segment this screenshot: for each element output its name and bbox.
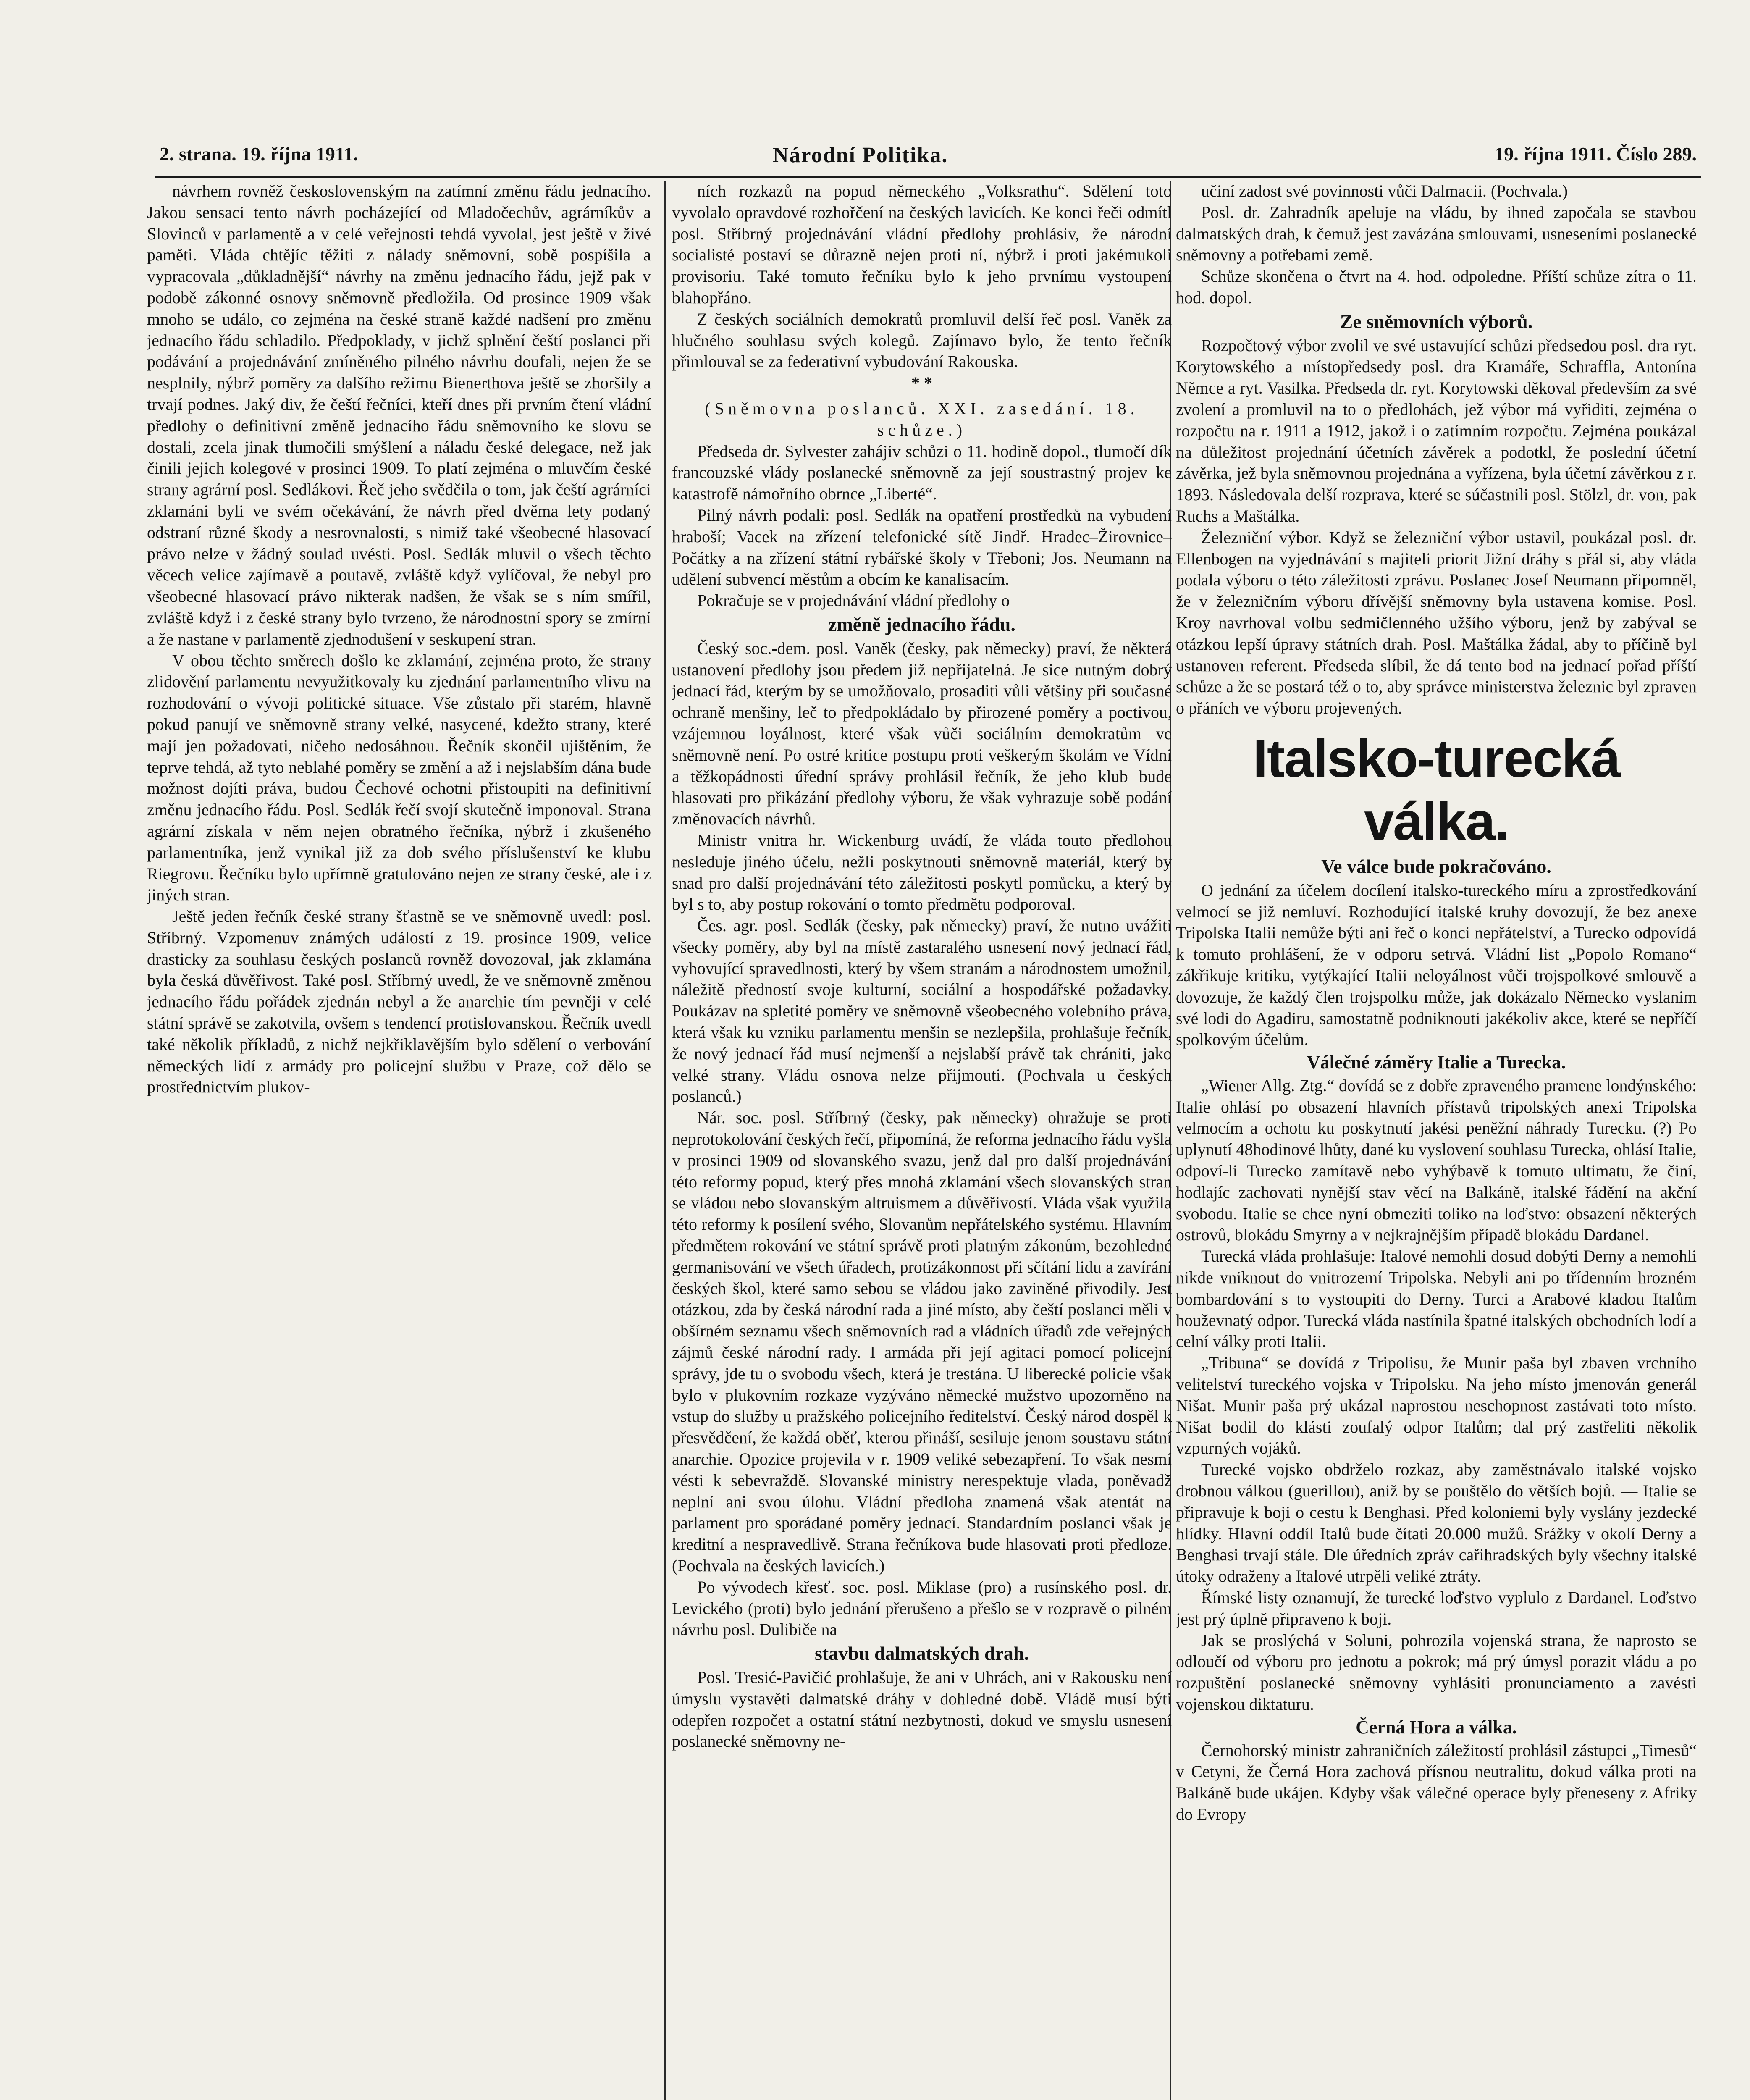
section-heading: stavbu dalmatských drah. <box>815 1643 1029 1664</box>
article-paragraph: O jednání za účelem docílení italsko-tureckého míru a zprostředkování velmocí se již nemluví. Rozhodující italské kruhy dovozují, že bez anexe Tripolska Italii nemůže býti ani řeč o konci nepřátelství, a Turecko odpovídá k tomuto prohlášení, že v odporu setrvá. Vládní list „Popolo Romano“ zákřikuje kritiku, vytýkající Italii neloyálnost vůči trojspolkové smlouvě a dovozuje, že každý člen trojspolku může, jak dokázalo Německo vyslanim své lodi do Agadiru, samostatně podniknouti jakékoliv akce, které se nepříčí spolkovým účelům. <box>1176 880 1697 1049</box>
page-header <box>160 139 1697 176</box>
article-paragraph: „Wiener Allg. Ztg.“ dovídá se z dobře zpraveného pramene londýnského: Italie ohlásí po obsazení hlavních přístavů tripolských anexi Tripolska velmocím a ochotu ku poskytnutí jakési peněžní náhrady Turecku. (?) Po uplynutí 48hodinové lhůty, dané ku vyslovení souhlasu Turecka, ohlásí Italie, odpoví-li Turecko zamítavě nebo vyhýbavě k tomuto ultimatu, že činí, hodlajíc zachovati nynější stav věcí na Balkáně, italské řádění na akční svobodu. Italie se chce nyní obmeziti toliko na loďstvo: obsazení některých ostrovů, blokádu Smyrny a v nejkrajnějším případě blokádu Dardanel. <box>1176 1076 1697 1244</box>
column-divider <box>664 181 666 2100</box>
section-heading: změně jednacího řádu. <box>828 613 1015 635</box>
article-paragraph: Předseda dr. Sylvester zahájiv schůzi o 11. hodině dopol., tlumočí dík francouzské vlády poslanecké sněmovně za její soustrastný projev ke katastrofě námořního obrnce „Liberté“. <box>672 441 1172 504</box>
article-paragraph: Římské listy oznamují, že turecké loďstvo vyplulo z Dardanel. Loďstvo jest prý úplně připraveno k boji. <box>1176 1588 1697 1628</box>
main-headline: Italsko-turecká válka. <box>1253 728 1620 852</box>
article-paragraph: Čes. agr. posl. Sedlák (česky, pak německy) praví, že nutno uvážiti všecky poměry, aby byl na místě zastaralého usnesení nový jednací řád, vyhovující spravedlnosti, který by všem stranám a národnostem umožnil, náležitě předností svoje kulturní, sociální a hospodářské požadavky. Poukázav na spletité poměry ve sněmovně všeobecného volebního práva, která však ku vzniku parlamentu menšin se nezlepšila, prohlašuje řečník, že nový jednací řád musí nejmenší a nejslabší právě tak chrániti, jako velké strany. Vládu osnova nelze přijmouti. (Pochvala u českých poslanců.) <box>672 916 1172 1106</box>
sub-headline: Ve válce bude pokračováno. <box>1321 855 1551 877</box>
article-paragraph: „Tribuna“ se dovídá z Tripolisu, že Munir paša byl zbaven vrchního velitelství tureckého vojska v Tripolsku. Na jeho místo jmenován generál Nišat. Munir paša prý ukázal naprostou neschopnost zastávati toto místo. Nišat bodil do klásti zoufalý odpor Italům; dal prý zastřeliti několik vzpurných vojáků. <box>1176 1353 1697 1458</box>
article-paragraph: Posl. dr. Zahradník apeluje na vládu, by ihned započala se stavbou dalmatských drah, k čemuž jest zavázána smlouvami, usneseními poslanecké sněmovny a potřebami země. <box>1176 202 1697 265</box>
article-paragraph: Ještě jeden řečník české strany šťastně se ve sněmovně uvedl: posl. Stříbrný. Vzpomenuv známých událostí z 19. prosince 1909, velice drasticky za souhlasu českých poslanců rovněž dovozoval, jak zklamána byla česká důvěřivost. Také posl. Stříbrný uvedl, že ve sněmovně změnou jednacího řádu pořádek zjednán nebyl a že anarchie tím pevněji v celé státní správě se zakotvila, ovšem s tendencí protislovanskou. Řečník uvedl také několik příkladů, z nichž nejkřiklavějším bylo sdělení o verbování německých lidí z armády pro policejní službu v Praze, což dělo se prostřednictvím plukov- <box>147 907 651 1097</box>
masthead-title: Národní Politika. <box>773 143 948 167</box>
article-paragraph: Pilný návrh podali: posl. Sedlák na opatření prostředků na vybudení hraboší; Vacek na zřízení telefonické sítě Jindř. Hradec–Žirovnice–Počátky a na zřízení státní rybářské školy v Třeboni; Jos. Neumann na udělení subvencí městům a obcím ke kanalisacím. <box>672 505 1172 589</box>
article-paragraph: Český soc.-dem. posl. Vaněk (česky, pak německy) praví, že některá ustanovení předlohy jsou předem již nepřijatelná. Je sice nutným dobrý jednací řád, kterým by se umožňovalo, prosaditi vůli většiny při současné ochraně menšiny, leč to předpokládalo by přirozené poměry a poctivou, vzájemnou loyálnost, které však vůči sociálním demokratům ve sněmovně není. Po ostré kritice postupu proti veškerým školám ve Vídni a těžkopádnosti úřední správy prohlásil řečník, že jeho klub bude hlasovati pro přikázání předlohy výboru, že však vyhrazuje sobě podání změnovacích návrhů. <box>672 638 1172 829</box>
article-paragraph: Rozpočtový výbor zvolil ve své ustavující schůzi předsedou posl. dra ryt. Korytowského a místopředsedy posl. dra Kramáře, Schraffla, Antonína Němce a ryt. Vasilka. Předseda dr. ryt. Korytowski děkoval především za své zvolení a promluvil na to o předlohách, jež výbor má vyřiditi, zejména o rozpočtu na r. 1911 a 1912, jakož i o zatímním rozpočtu. Zejména poukázal na důležitost projednání účetních závěrek a podotkl, že poslední účetní závěrka, jež byla sněmovnou projednána a vyřízena, byla účetní závěrkou z r. 1893. Následovala delší rozprava, které se súčastnili posl. Stölzl, dr. von, pak Ruchs a Maštálka. <box>1176 336 1697 525</box>
article-paragraph: Železniční výbor. Když se železniční výbor ustavil, poukázal posl. dr. Ellenbogen na vyjednávání s majiteli priorit Jižní dráhy s přál si, aby vláda podala výboru o této záležitosti zprávu. Poslanec Josef Neumann připomněl, že v železničním výboru dřívější sněmovny byla ustavena komise. Posl. Kroy navrhoval volbu sedmičlenného užšího výboru, jenž by zabýval se otázkou lepší úpravy státních drah. Posl. Maštálka žádal, aby to příčině byl ustanoven referent. Předseda slíbil, že dá tento bod na jednací pořad příští schůze a že se postará též o to, aby správce ministerstva železnic byl zpraven o přáních ve výboru projevených. <box>1176 528 1697 718</box>
article-paragraph: Turecké vojsko obdrželo rozkaz, aby zaměstnávalo italské vojsko drobnou válkou (guerillou), aniž by se pouštělo do větších bojů. — Italie se připravuje k boji o cestu k Benghasi. Před koloniemi byly vyslány jezdecké hlídky. Hlavní oddíl Italů bude čítati 20.000 mužů. Srážky v okolí Derny a Benghasi trvají stále. Dle úředních zpráv cařihradských byly všechny italské útoky odraženy a Italové utrpěli veliké ztráty. <box>1176 1460 1697 1586</box>
section-heading: Ze sněmovních výborů. <box>1340 310 1533 332</box>
section-heading: Válečné záměry Italie a Turecka. <box>1307 1052 1566 1073</box>
article-paragraph: Ministr vnitra hr. Wickenburg uvádí, že vláda touto předlohou nesleduje jiného účelu, nežli poskytnouti sněmovně materiál, který by snad pro další projednávání této záležitosti poskytl pomůcku, a který by byl s to, aby postup rokování o tomto předmětu podporoval. <box>672 830 1172 914</box>
article-paragraph: V obou těchto směrech došlo ke zklamání, zejména proto, že strany zlidovění parlamentu nevyužitkovaly ku zjednání parlamentního vlivu na rozhodování o vývoji politické situace. Vše zůstalo při starém, hlavně pokud panují ve sněmovně strany velké, nasycené, kdežto strany, které mají jen požadovati, ničeho nedosáhnou. Řečník skončil ujištěním, že teprve tehdá, až tyto neblahé poměry se změní a až i nejslabším dána bude možnost dojíti práva, budou Čechové ochotni přistoupiti na definitivní změnu jednacího řádu. Posl. Sedlák řečí svojí skutečně imponoval. Strana agrární získala v něm nejen obratného řečníka, nýbrž i zkušeného parlamentníka, jenž vynikal již za dob svého příslušenství ke klubu Riegrovu. Řečníku bylo upřímně gratulováno nejen ze strany české, ale i z jiných stran. <box>147 651 651 905</box>
article-paragraph: Nár. soc. posl. Stříbrný (česky, pak německy) ohražuje se proti neprotokolování českých řečí, připomíná, že reforma jednacího řádu vyšla v prosinci 1909 od slovanského svazu, jenž dal pro další projednávání této reformy popud, který přes mnohá zklamání všech slovanských stran se vládou nebo slovanským altruismem a důvěřivostí. Vláda však využila této reformy k posílení svého, Slovanům nepřátelského systému. Hlavním předmětem rokování ve státní správě proti platným zákonům, bezohledné germanisování ve všech úřadech, protizákonnost při sčítání lidu a zavírání českých škol, které samo sebou se vládou jako zaviněné přivodily. Jest otázkou, zda by česká národní rada a jiné místo, aby čeští poslanci měli v obšírném seznamu všech sněmovních rad a vládních úřadů zde veřejných zájmů české národní rady. I armáda při její agitaci pomocí policejní správy, jde tu o svobodu všech, která je trestána. U liberecké policie však bylo v plukovním rozkaze vyzýváno německé mužstvo upozorněno na vstup do služby u pražského policejního ředitelství. Český národ dospěl k přesvědčení, že každá oběť, kterou přináší, sesiluje jenom soustavu státní anarchie. Opozice projevila v r. 1909 veliké sebezapření. To však nesmí vésti k sebevraždě. Slovanské ministry nerespektuje vlada, poněvadž neplní ani svou úlohu. Vládní předloha znamená však atentát na parlament pro sporádané poměry jednací. Standardním poslanci však je kreditní a nespravedlivě. Strana řečníkova bude hlasovati proti předloze. (Pochvala na českých lavicích.) <box>672 1108 1172 1575</box>
article-paragraph: Černohorský ministr zahraničních záležitostí prohlásil zástupci „Timesů“ v Cetyni, že Černá Hora zachová přísnou neutralitu, dokud válka proti na Balkáně bude ukájen. Kdyby však válečné operace byly přeneseny z Afriky do Evropy <box>1176 1740 1697 1824</box>
section-stars: * * <box>911 373 932 393</box>
section-heading: Černá Hora a válka. <box>1356 1717 1517 1738</box>
column-1 <box>147 181 651 2100</box>
article-paragraph: učiní zadost své povinnosti vůči Dalmacii. (Pochvala.) <box>1201 181 1568 200</box>
header-page-date: 2. strana. 19. října 1911. <box>160 143 358 165</box>
column-2 <box>672 181 1172 2100</box>
column-3 <box>1176 181 1697 2100</box>
session-heading: (Sněmovna poslanců. XXI. zasedání. 18. schůze.) <box>705 399 1139 439</box>
article-paragraph: Z českých sociálních demokratů promluvil delší řeč posl. Vaněk za hlučného souhlasu svých kolegů. Zajímavo bylo, že tento řečník přimlouval se za federativní vybudování Rakouska. <box>672 309 1172 371</box>
article-paragraph: Pokračuje se v projednávání vládní předlohy o <box>697 591 1010 610</box>
article-paragraph: Jak se proslýchá v Soluni, pohrozila vojenská strana, že naprosto se odloučí od výboru pro jednotu a pokrok; má prý úmysl porazit vládu a po rozpuštění poslanecké sněmovny vyhlásiti pronunciamento a zavésti vojenskou diktaturu. <box>1176 1630 1697 1714</box>
article-paragraph: Turecká vláda prohlašuje: Italové nemohli dosud dobýti Derny a nemohli nikde vniknout do vnitrozemí Tripolska. Nebyli ani po třídenním hrozném bombardování s to vystoupiti do Derny. Turci a Arabové kladou Italům houževnatý odpor. Turecká vláda nastínila špatné italských obchodních lodí a celní války proti Italii. <box>1176 1247 1697 1351</box>
article-paragraph: ních rozkazů na popud německého „Volksrathu“. Sdělení toto vyvolalo opravdové rozhořčení na českých lavicích. Ke konci řeči odmítl posl. Stříbrný projednávání vládní předlohy prohlásiv, že národní socialisté postaví se důrazně nejen proti ní, nýbrž i proti jakémukoli provisoriu. Také tomuto řečníku bylo k jeho prvnímu vystoupení blahopřáno. <box>672 181 1172 307</box>
article-paragraph: návrhem rovněž československým na zatímní změnu řádu jednacího. Jakou sensaci tento návrh pocházející od Mladočechův, agrárníkův a Slovinců v parlamentě a v celé veřejnosti tehdá vyvolal, jest ještě v živé paměti. Vláda chtějíc těžiti z nálady sněmovní, sobě pospíšila a vypracovala „důkladnější“ návrhy na změnu jednacího řádu, jejž pak v podobě zákonné osnovy sněmovně předložila. Od prosince 1909 však mnoho se událo, co zejména na české straně každé nadšení pro změnu jednacího řádu schladilo. Předpoklady, v jichž splnění čeští poslanci při podávání a projednávání zmíněného pilného návrhu doufali, nejen že se nesplnily, nýbrž poměry za dalšího režimu Bienerthova ještě se zhoršily a trvají podnes. Jaký div, že čeští řečníci, kteří dnes při prvním čtení vládní předlohy o definitivní změně jednacího řádu sněmovního ke slovu se dostali, zcela jinak tlumočili smýšlení a náladu české delegace, než jak činili jejich kolegové v prosinci 1909. To platí zejména o mluvčím české strany agrární posl. Sedlákovi. Řeč jeho svědčila o tom, jak čeští agrárníci zklamáni byli ve svém očekávání, že návrh před dvěma lety podaný odstraní různé škody a nesrovnalosti, s nimiž také všeobecné hlasovací právo nelze v žádný soulad uvésti. Posl. Sedlák mluvil o všech těchto věcech velice zajímavě a poutavě, zvláště když vylíčoval, že nebyl pro všeobecné hlasovací právo nikterak nadšen, že však se s ním smířil, zvláště když i z české strany bylo tvrzeno, že národnostní spory se zmírní a že nastane v parlamentě zjednodušení v seskupení stran. <box>147 181 651 648</box>
article-paragraph: Schůze skončena o čtvrt na 4. hod. odpoledne. Příští schůze zítra o 11. hod. dopol. <box>1176 267 1697 307</box>
article-paragraph: Posl. Tresić-Pavičić prohlašuje, že ani v Uhrách, ani v Rakousku není úmyslu vystavěti dalmatské dráhy v dohledné době. Vládě musí býti odepřen rozpočet a ostatní státní nezbytnosti, dokud ve smyslu usnesení poslanecké sněmovny ne- <box>672 1667 1172 1751</box>
article-paragraph: Po vývodech křesť. soc. posl. Miklase (pro) a rusínského posl. dr. Levického (proti) bylo jednání přerušeno a přešlo se v rozpravě o pilném návrhu posl. Dulibiče na <box>672 1577 1172 1639</box>
header-rule <box>155 176 1701 178</box>
header-issue-number: 19. října 1911. Číslo 289. <box>1494 143 1697 165</box>
